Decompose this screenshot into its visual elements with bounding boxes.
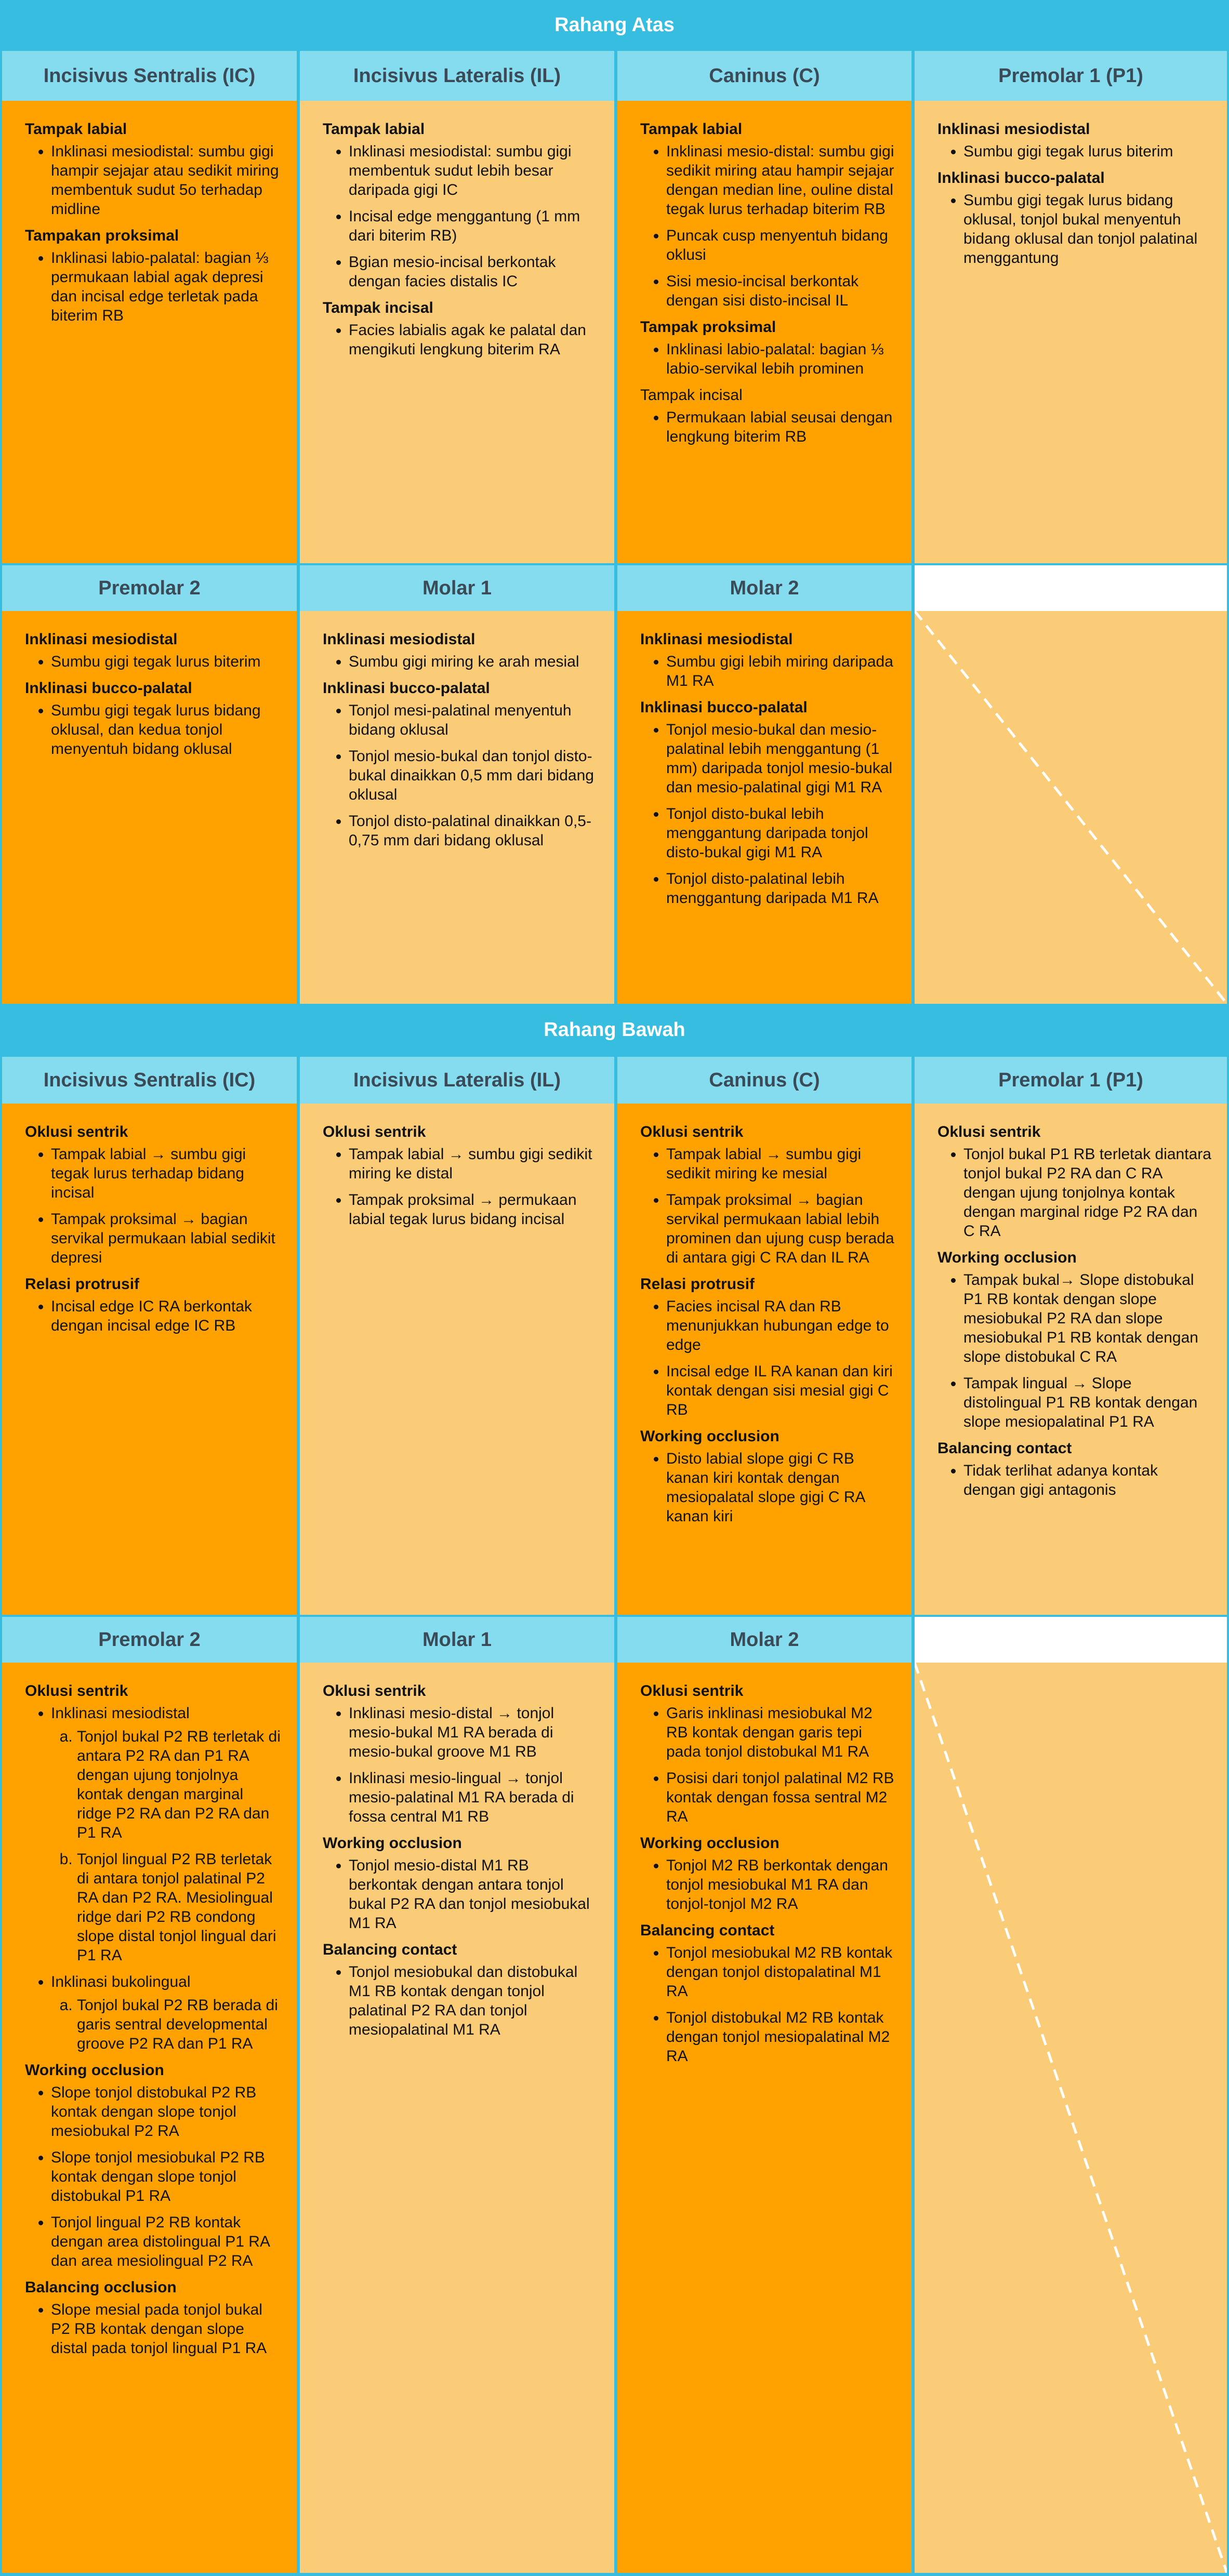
list-item: • Facies incisal RA dan RB menunjukkan hubungan edge to edge (666, 1297, 897, 1355)
list-item: • Tonjol mesiobukal dan distobukal M1 RB kontak dengan tonjol palatinal P2 RA dan tonjol mesiopalatinal M1 RA (349, 1962, 600, 2039)
list-item: • Tonjol mesi-palatinal menyentuh bidang oklusal (349, 701, 600, 739)
cell-heading: Inklinasi bucco-palatal (640, 699, 808, 716)
header-lower-c: Caninus (C) (617, 1057, 911, 1104)
bullet-list (323, 1704, 600, 1826)
cell-heading: Balancing contact (323, 1941, 457, 1958)
list-item: • Sumbu gigi tegak lurus bidang oklusal, dan kedua tonjol menyentuh bidang oklusal (51, 701, 282, 759)
cell-heading: Oklusi sentrik (937, 1123, 1041, 1140)
cell-heading: Tampak labial (640, 121, 743, 138)
list-item: • Sisi mesio-incisal berkontak dengan sisi disto-incisal IL (666, 272, 897, 310)
cell-heading: Relasi protrusif (25, 1276, 140, 1293)
list-item: • Tampak labial → sumbu gigi sedikit miring ke distal (349, 1145, 600, 1183)
cell-lower-il (300, 1104, 614, 1615)
list-item: • Facies labialis agak ke palatal dan mengikuti lengkung biterim RA (349, 321, 600, 359)
list-item: • Tonjol M2 RB berkontak dengan tonjol mesiobukal M1 RA dan tonjol-tonjol M2 RA (666, 1856, 897, 1914)
list-item: • Sumbu gigi tegak lurus biterim (51, 652, 282, 671)
list-item: • Puncak cusp menyentuh bidang oklusi (666, 226, 897, 264)
cell-upper-m2 (617, 611, 911, 1004)
cell-upper-c (617, 101, 911, 563)
cell-heading: Inklinasi bucco-palatal (25, 680, 192, 697)
list-item: • Permukaan labial seusai dengan lengkung biterim RB (666, 408, 897, 446)
section-title-lower: Rahang Bawah (0, 1005, 1229, 1055)
cell-upper-il (300, 101, 614, 563)
header-lower-il: Incisivus Lateralis (IL) (300, 1057, 614, 1104)
list-item: • Inklinasi mesio-lingual → tonjol mesio-palatinal M1 RA berada di fossa central M1 RB (349, 1769, 600, 1826)
cell-heading: Tampak incisal (323, 299, 433, 316)
header-lower-m1: Molar 1 (300, 1617, 614, 1663)
bullet-list (937, 1270, 1212, 1431)
header-upper-ic: Incisivus Sentralis (IC) (2, 51, 297, 101)
header-lower-p2: Premolar 2 (2, 1617, 297, 1663)
bullet-list (323, 652, 600, 671)
list-item (51, 1704, 282, 1965)
bullet-list (640, 652, 897, 691)
list-item: • Tonjol mesio-distal M1 RB berkontak dengan antara tonjol bukal P2 RA dan tonjol mesiobukal M1 RA (349, 1856, 600, 1933)
cell-heading: Oklusi sentrik (640, 1682, 744, 1699)
list-item: • Slope tonjol distobukal P2 RB kontak dengan slope tonjol mesiobukal P2 RA (51, 2083, 282, 2141)
cell-lower-c (617, 1104, 911, 1615)
list-item: • Tonjol mesio-bukal dan tonjol disto-bukal dinaikkan 0,5 mm dari bidang oklusal (349, 747, 600, 804)
list-item: • Slope mesial pada tonjol bukal P2 RB kontak dengan slope distal pada tonjol lingual P1 RA (51, 2300, 282, 2358)
bullet-list (640, 408, 897, 446)
bullet-list (640, 340, 897, 378)
bullet-list (323, 142, 600, 291)
bullet-list (25, 2300, 282, 2358)
list-item: • Slope tonjol mesiobukal P2 RB kontak dengan slope tonjol distobukal P1 RA (51, 2148, 282, 2206)
header-lower-m2: Molar 2 (617, 1617, 911, 1663)
cell-heading: Tampak proksimal (640, 318, 776, 336)
bullet-list (323, 1856, 600, 1933)
cell-upper-p1 (915, 101, 1227, 563)
cell-heading: Balancing contact (640, 1922, 775, 1939)
list-item: • Tampak lingual → Slope distolingual P1 RB kontak dengan slope mesiopalatinal P1 RA (963, 1374, 1212, 1431)
list-item: • Tonjol mesiobukal M2 RB kontak dengan tonjol distopalatinal M1 RA (666, 1943, 897, 2001)
cell-heading: Working occlusion (937, 1249, 1077, 1266)
header-upper-il: Incisivus Lateralis (IL) (300, 51, 614, 101)
cell-upper-empty (915, 611, 1227, 1004)
bullet-list (323, 321, 600, 359)
bullet-list (640, 142, 897, 310)
cell-heading: Working occlusion (640, 1428, 779, 1445)
bullet-list (323, 1962, 600, 2039)
cell-heading: Inklinasi mesiodistal (25, 631, 178, 648)
section-title-upper: Rahang Atas (0, 0, 1229, 50)
cell-heading: Oklusi sentrik (25, 1123, 128, 1140)
cell-heading: Inklinasi bucco-palatal (937, 169, 1105, 187)
cell-heading: Working occlusion (25, 2062, 164, 2079)
sub-list-item: a. Tonjol bukal P2 RB berada di garis sentral developmental groove P2 RA dan P1 RA (77, 1996, 282, 2053)
cell-lower-p1 (915, 1104, 1227, 1615)
list-item: • Posisi dari tonjol palatinal M2 RB kontak dengan fossa sentral M2 RA (666, 1769, 897, 1826)
sub-list-item: a. Tonjol bukal P2 RB terletak di antara P2 RA dan P1 RA dengan ujung tonjolnya kontak dengan marginal ridge P2 RA dan P2 RA dan P1 RA (77, 1727, 282, 1842)
list-item: • Disto labial slope gigi C RB kanan kiri kontak dengan mesiopalatal slope gigi C RA kanan kiri (666, 1449, 897, 1526)
header-upper-p1: Premolar 1 (P1) (915, 51, 1227, 101)
cell-heading: Oklusi sentrik (25, 1682, 128, 1699)
cell-heading: Tampak labial (25, 121, 127, 138)
cell-heading: Oklusi sentrik (323, 1123, 426, 1140)
list-item: • Inklinasi mesio-distal: sumbu gigi sedikit miring atau hampir sejajar dengan median line, ouline distal tegak lurus terhadap biterim RB (666, 142, 897, 219)
bullet-list (25, 142, 282, 219)
bullet-list (640, 1943, 897, 2066)
list-item: • Tonjol lingual P2 RB kontak dengan area distolingual P1 RA dan area mesiolingual P2 RA (51, 2213, 282, 2270)
list-item: • Tampak proksimal → bagian servikal permukaan labial sedikit depresi (51, 1210, 282, 1267)
bullet-list (640, 1449, 897, 1526)
cell-heading: Working occlusion (640, 1835, 779, 1852)
cell-heading: Oklusi sentrik (640, 1123, 744, 1140)
list-item: • Tonjol disto-bukal lebih menggantung daripada tonjol disto-bukal gigi M1 RA (666, 804, 897, 862)
sub-list (51, 1996, 282, 2053)
bullet-list (323, 1145, 600, 1229)
cell-lower-p2 (2, 1663, 297, 2573)
cell-heading: Working occlusion (323, 1835, 462, 1852)
cell-heading: Inklinasi mesiodistal (323, 631, 475, 648)
cell-lower-m1 (300, 1663, 614, 2573)
list-item: • Tonjol mesio-bukal dan mesio-palatinal lebih menggantung (1 mm) daripada tonjol mesio-bukal dan mesio-palatinal gigi M1 RA (666, 720, 897, 797)
list-item: • Tonjol bukal P1 RB terletak diantara tonjol bukal P2 RA dan C RA dengan ujung tonjolnya kontak dengan marginal ridge P2 RA dan C RA (963, 1145, 1212, 1241)
list-item: • Tonjol disto-palatinal lebih menggantung daripada M1 RA (666, 869, 897, 908)
bullet-list (25, 1145, 282, 1267)
header-upper-m1: Molar 1 (300, 565, 614, 611)
cell-heading: Tampakan proksimal (25, 227, 179, 244)
cell-heading: Tampak incisal (640, 387, 743, 404)
cell-heading: Inklinasi mesiodistal (640, 631, 793, 648)
list-item: • Sumbu gigi tegak lurus biterim (963, 142, 1212, 161)
bullet-list (937, 1461, 1212, 1499)
cell-heading: Balancing occlusion (25, 2279, 177, 2296)
list-item: • Incisal edge IL RA kanan dan kiri kontak dengan sisi mesial gigi C RB (666, 1362, 897, 1419)
header-upper-empty (915, 565, 1227, 611)
list-item: • Tampak labial → sumbu gigi tegak lurus terhadap bidang incisal (51, 1145, 282, 1202)
bullet-list (937, 1145, 1212, 1241)
bullet-list (937, 142, 1212, 161)
cell-upper-p2 (2, 611, 297, 1004)
bullet-list (25, 1297, 282, 1335)
list-item: • Tampak proksimal → bagian servikal permukaan labial lebih prominen dan ujung cusp berada di antara gigi C RA dan IL RA (666, 1190, 897, 1267)
list-item: • Sumbu gigi tegak lurus bidang oklusal, tonjol bukal menyentuh bidang oklusal dan tonjol palatinal menggantung (963, 191, 1212, 268)
cell-heading: Tampak labial (323, 121, 425, 138)
bullet-list (937, 191, 1212, 268)
list-item: • Tampak proksimal → permukaan labial tegak lurus bidang incisal (349, 1190, 600, 1229)
bullet-list (640, 720, 897, 908)
cell-heading: Balancing contact (937, 1440, 1072, 1457)
bullet-list (25, 2083, 282, 2270)
list-item: • Inklinasi mesiodistal: sumbu gigi hampir sejajar atau sedikit miring membentuk sudut 5o terhadap midline (51, 142, 282, 219)
sub-list (51, 1727, 282, 1965)
cell-heading: Oklusi sentrik (323, 1682, 426, 1699)
cell-lower-empty (915, 1663, 1227, 2573)
header-upper-c: Caninus (C) (617, 51, 911, 101)
list-item: • Tonjol distobukal M2 RB kontak dengan tonjol mesiopalatinal M2 RA (666, 2008, 897, 2066)
cell-upper-m1 (300, 611, 614, 1004)
header-upper-m2: Molar 2 (617, 565, 911, 611)
cell-upper-ic (2, 101, 297, 563)
bullet-list (640, 1704, 897, 1826)
header-lower-p1: Premolar 1 (P1) (915, 1057, 1227, 1104)
list-item: • Inklinasi labio-palatal: bagian ⅓ permukaan labial agak depresi dan incisal edge terletak pada biterim RB (51, 248, 282, 325)
list-item-text: Inklinasi bukolingual (51, 1973, 191, 1990)
cell-lower-ic (2, 1104, 297, 1615)
list-item: • Inklinasi labio-palatal: bagian ⅓ labio-servikal lebih prominen (666, 340, 897, 378)
cell-lower-m2 (617, 1663, 911, 2573)
bullet-list (25, 701, 282, 759)
list-item: • Inklinasi mesiodistal: sumbu gigi membentuk sudut lebih besar daripada gigi IC (349, 142, 600, 200)
list-item: • Sumbu gigi miring ke arah mesial (349, 652, 600, 671)
header-upper-p2: Premolar 2 (2, 565, 297, 611)
empty-cell-diagonal-line (915, 611, 1227, 1004)
list-item: • Tampak bukal→ Slope distobukal P1 RB kontak dengan slope mesiobukal P2 RA dan slope mesiobukal P1 RB kontak dengan slope distobukal C RA (963, 1270, 1212, 1366)
list-item: • Tidak terlihat adanya kontak dengan gigi antagonis (963, 1461, 1212, 1499)
cell-heading: Inklinasi bucco-palatal (323, 680, 490, 697)
list-item: • Tonjol disto-palatinal dinaikkan 0,5-0,75 mm dari bidang oklusal (349, 812, 600, 850)
list-item: • Sumbu gigi lebih miring daripada M1 RA (666, 652, 897, 691)
list-item: • Garis inklinasi mesiobukal M2 RB kontak dengan garis tepi pada tonjol distobukal M1 RA (666, 1704, 897, 1761)
empty-cell-diagonal-line (915, 1663, 1227, 2573)
list-item: • Bgian mesio-incisal berkontak dengan facies distalis IC (349, 253, 600, 291)
cell-heading: Relasi protrusif (640, 1276, 755, 1293)
list-item-text: Inklinasi mesiodistal (51, 1705, 190, 1722)
bullet-list (640, 1145, 897, 1267)
bullet-list (25, 652, 282, 671)
list-item: • Incisal edge menggantung (1 mm dari biterim RB) (349, 207, 600, 245)
bullet-list (640, 1297, 897, 1419)
sub-list-item: b. Tonjol lingual P2 RB terletak di antara tonjol palatinal P2 RA dan P2 RA. Mesiolingual ridge dari P2 RB condong slope distal tonjol lingual dari P1 RA (77, 1850, 282, 1965)
cell-heading: Inklinasi mesiodistal (937, 121, 1090, 138)
list-item: • Inklinasi mesio-distal → tonjol mesio-bukal M1 RA berada di mesio-bukal groove M1 RB (349, 1704, 600, 1761)
bullet-list (25, 1704, 282, 2053)
bullet-list (25, 248, 282, 325)
list-item (51, 1972, 282, 2053)
bullet-list (323, 701, 600, 850)
header-lower-ic: Incisivus Sentralis (IC) (2, 1057, 297, 1104)
header-lower-empty (915, 1617, 1227, 1663)
list-item: • Tampak labial → sumbu gigi sedikit miring ke mesial (666, 1145, 897, 1183)
list-item: • Incisal edge IC RA berkontak dengan incisal edge IC RB (51, 1297, 282, 1335)
bullet-list (640, 1856, 897, 1914)
